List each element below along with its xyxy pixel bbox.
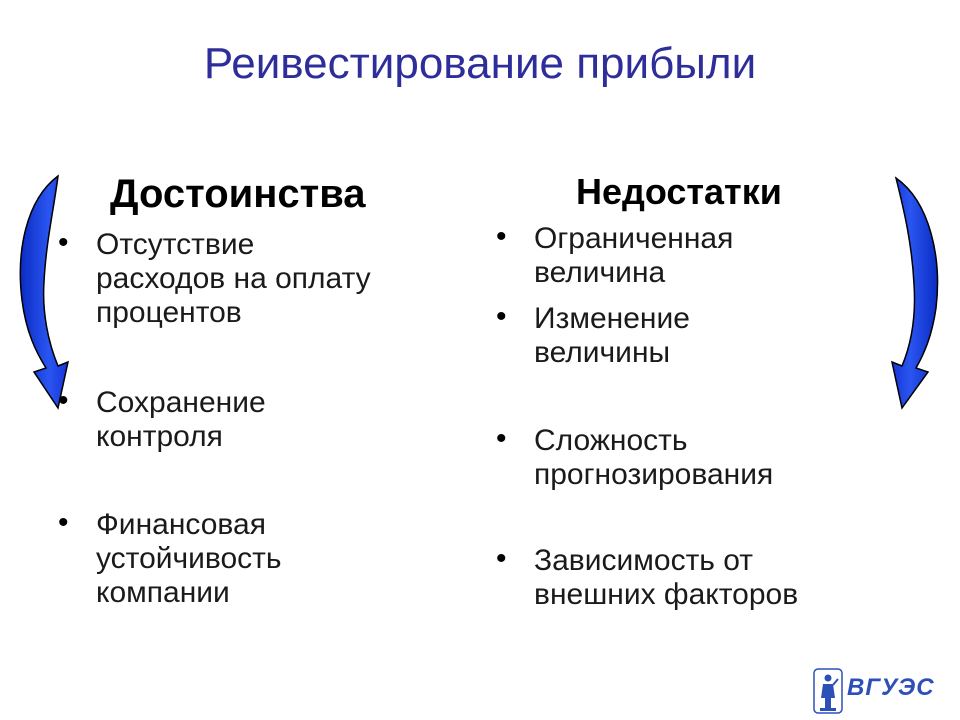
bullet-icon: • [58, 384, 69, 417]
logo-text: ВГУЭС [847, 674, 935, 701]
university-logo [813, 668, 933, 714]
bullet-icon: • [58, 506, 69, 539]
statue-icon [813, 668, 843, 714]
right-curved-arrow-icon [880, 174, 950, 410]
bullet-icon: • [496, 300, 507, 333]
bullet-icon: • [496, 542, 507, 575]
advantage-item-1: Отсутствие расходов на оплату процентов [96, 228, 371, 329]
advantage-item-3: Финансовая устойчивость компании [96, 508, 282, 609]
advantage-item-2: Сохранение контроля [96, 386, 266, 453]
disadvantage-item-2: Изменение величины [534, 302, 690, 369]
bullet-icon: • [496, 422, 507, 455]
bullet-icon: • [496, 220, 507, 253]
advantages-heading: Достоинства [110, 172, 366, 216]
left-curved-arrow-icon [12, 172, 82, 410]
disadvantage-item-1: Ограниченная величина [534, 222, 734, 289]
disadvantages-heading: Недостатки [576, 171, 782, 212]
disadvantage-item-4: Зависимость от внешних факторов [534, 544, 799, 611]
slide-title: Реивестирование прибыли [203, 39, 757, 88]
disadvantage-item-3: Сложность прогнозирования [534, 424, 774, 491]
bullet-icon: • [58, 226, 69, 259]
